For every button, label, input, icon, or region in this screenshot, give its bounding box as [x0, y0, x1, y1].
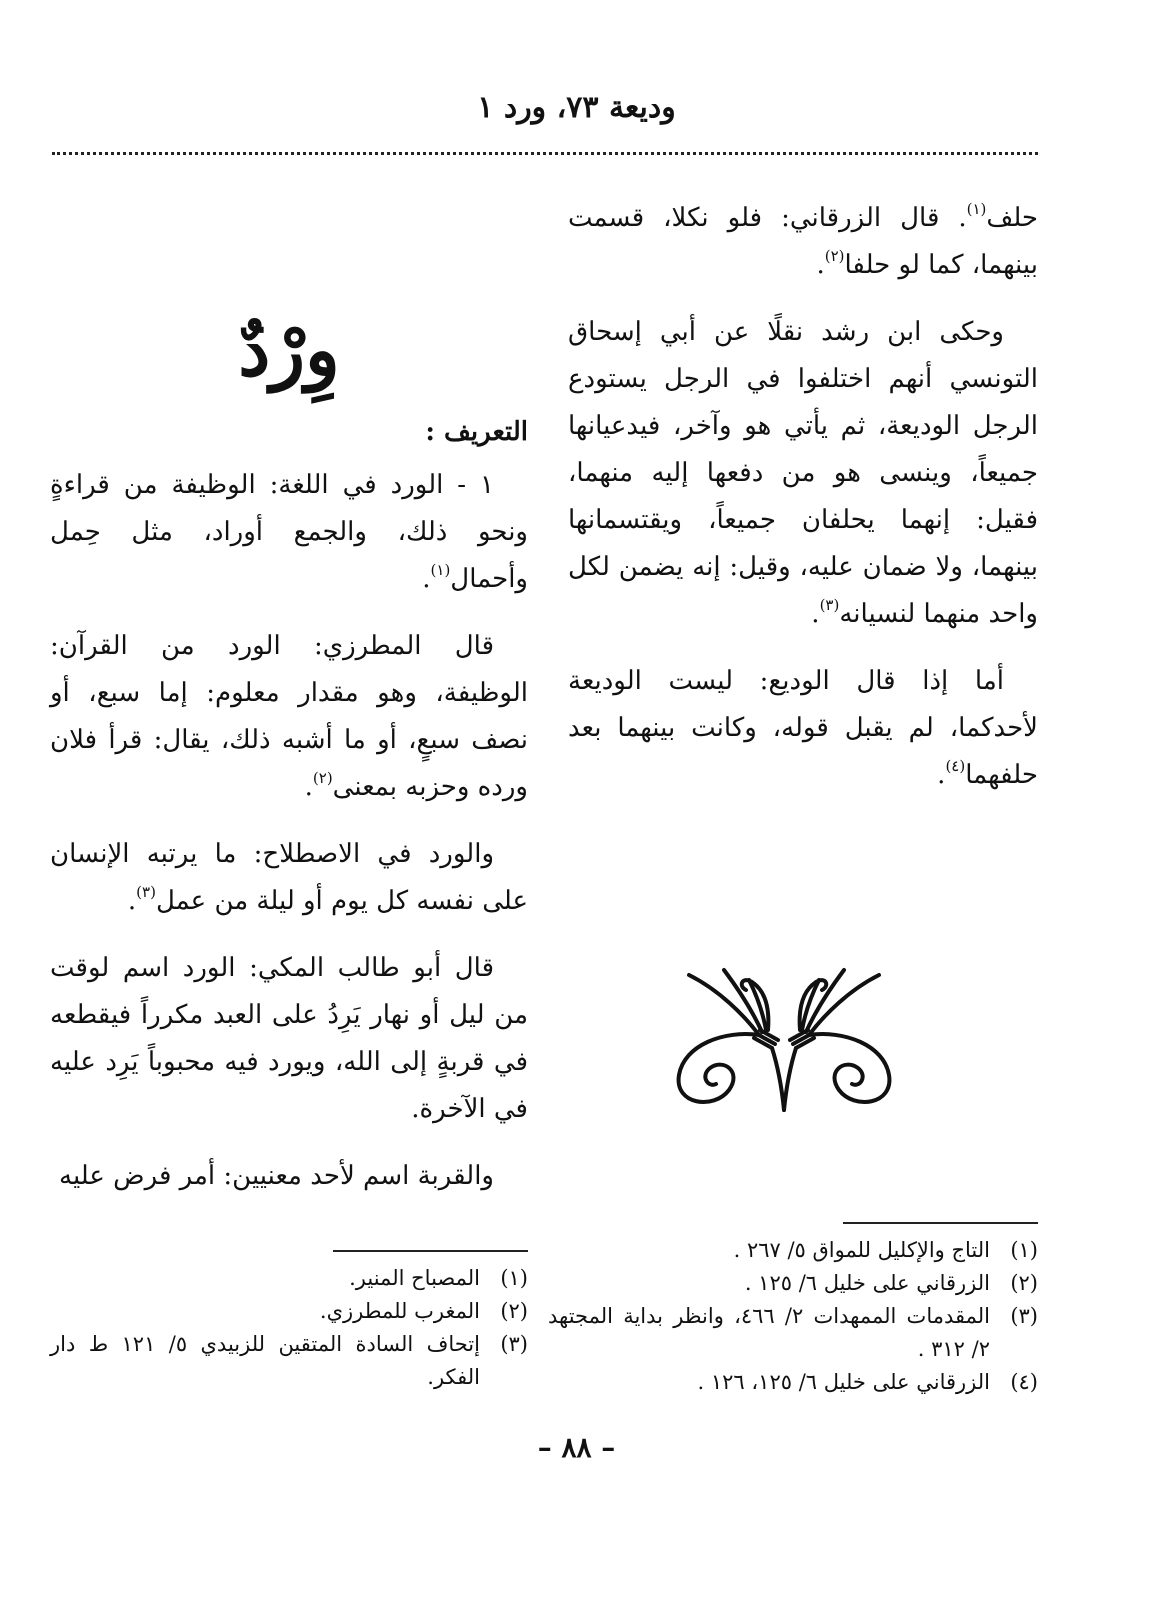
footnote-text: المقدمات الممهدات ٢/ ٤٦٦، وانظر بداية المجتهد ٢/ ٣١٢ .: [548, 1304, 990, 1361]
right-column: [568, 195, 1038, 819]
paragraph-end: .: [937, 760, 946, 790]
footnote: [50, 1262, 528, 1295]
paragraph: [568, 195, 1038, 289]
footnote: [548, 1267, 1038, 1300]
footnote-rule: [843, 1222, 1038, 1224]
subheading: التعريف :: [425, 417, 528, 447]
footnote-rule: [333, 1250, 528, 1252]
paragraph-text: حلف: [986, 203, 1038, 233]
paragraph-text: أما إذا قال الوديع: ليست الوديعة لأحدكما، لم يقبل قوله، وكانت بينهما بعد حلفهما: [568, 666, 1038, 790]
footnote-text: المصباح المنير.: [349, 1266, 480, 1290]
paragraph-text: والورد في الاصطلاح: ما يرتبه الإنسان على نفسه كل يوم أو ليلة من عمل: [50, 839, 528, 916]
footnote-text: التاج والإكليل للمواق ٥/ ٢٦٧ .: [733, 1238, 990, 1262]
paragraph-text: وحكى ابن رشد نقلًا عن أبي إسحاق التونسي أنهم اختلفوا في الرجل يستودع الرجل الوديعة، ثم يأتي هو وآخر، فيدعيانها جميعاً، وينسى هو من دفعها إليه منهما، فقيل: إنهما يحلفان جميعاً، ويقتسمانها بينهما، ولا ضمان عليه، وقيل: إنه يضمن لكل واحد منهما لنسيانه: [568, 317, 1038, 629]
decorative-ornament: [654, 960, 914, 1120]
paragraph: [50, 1153, 528, 1200]
paragraph-text: قال المطرزي: الورد من القرآن: الوظيفة، وهو مقدار معلوم: إما سبع، أو نصف سبعٍ، أو ما أشبه ذلك، يقال: قرأ فلان ورده وحزبه بمعنى: [50, 631, 528, 802]
paragraph: [50, 462, 528, 603]
paragraph: [568, 658, 1038, 799]
left-column: [50, 195, 528, 1220]
paragraph-text: ١ - الورد في اللغة: الوظيفة من قراءةٍ ونحو ذلك، والجمع أوراد، مثل حِمل وأحمال: [50, 470, 528, 594]
footnote: [548, 1366, 1038, 1399]
paragraph-text: . قال الزرقاني: فلو نكلا، قسمت بينهما، كما لو حلفا: [568, 203, 1038, 280]
footnote-marker: (٣): [819, 596, 840, 615]
paragraph-end: .: [304, 772, 313, 802]
paragraph-end: .: [127, 886, 137, 916]
footnote-marker: (١): [430, 561, 451, 580]
paragraph-end: .: [422, 564, 431, 594]
paragraph: [568, 309, 1038, 638]
footnote-text: الزرقاني على خليل ٦/ ١٢٥ .: [744, 1271, 990, 1295]
footnote-number: (١): [1010, 1238, 1038, 1262]
running-header: وديعة ٧٣، ورد ١: [477, 90, 676, 125]
footnote-number: (٤): [1010, 1370, 1038, 1394]
footnote-text: المغرب للمطرزي.: [319, 1299, 480, 1323]
paragraph-text: والقربة اسم لأحد معنيين: أمر فرض عليه: [59, 1161, 494, 1191]
footnotes-left: [50, 1250, 528, 1394]
paragraph-end: .: [816, 250, 825, 280]
header-dotted-rule: [52, 152, 1038, 155]
footnote: [50, 1328, 528, 1394]
footnote-number: (١): [500, 1266, 528, 1290]
paragraph-text: قال أبو طالب المكي: الورد اسم لوقت من ليل أو نهار يَرِدُ على العبد مكرراً فيقطعه في قربةٍ إلى الله، ويورد فيه محبوباً يَرِد عليه في الآخرة.: [50, 953, 528, 1124]
footnote-marker: (٢): [824, 247, 845, 266]
entry-title: وِرْدٌ: [238, 307, 340, 392]
footnote-number: (٣): [1010, 1304, 1038, 1328]
footnote-number: (٢): [1010, 1271, 1038, 1295]
paragraph: [50, 945, 528, 1133]
page-number: – ٨٨ –: [537, 1431, 616, 1464]
paragraph: [50, 831, 528, 925]
footnote-marker: (٣): [136, 883, 156, 902]
paragraph-end: .: [811, 599, 820, 629]
footnote-number: (٢): [500, 1299, 528, 1323]
footnote-number: (٣): [500, 1332, 528, 1356]
footnote-text: إتحاف السادة المتقين للزبيدي ٥/ ١٢١ ط دار الفكر.: [50, 1332, 480, 1389]
footnote: [50, 1295, 528, 1328]
footnote-text: الزرقاني على خليل ٦/ ١٢٥، ١٢٦ .: [697, 1370, 990, 1394]
footnote: [548, 1300, 1038, 1366]
footnote-marker: (١): [966, 200, 987, 219]
footnote-marker: (٢): [312, 769, 333, 788]
footnote-marker: (٤): [945, 757, 966, 776]
paragraph: [50, 623, 528, 811]
footnote: [548, 1234, 1038, 1267]
footnotes-right: [548, 1222, 1038, 1399]
